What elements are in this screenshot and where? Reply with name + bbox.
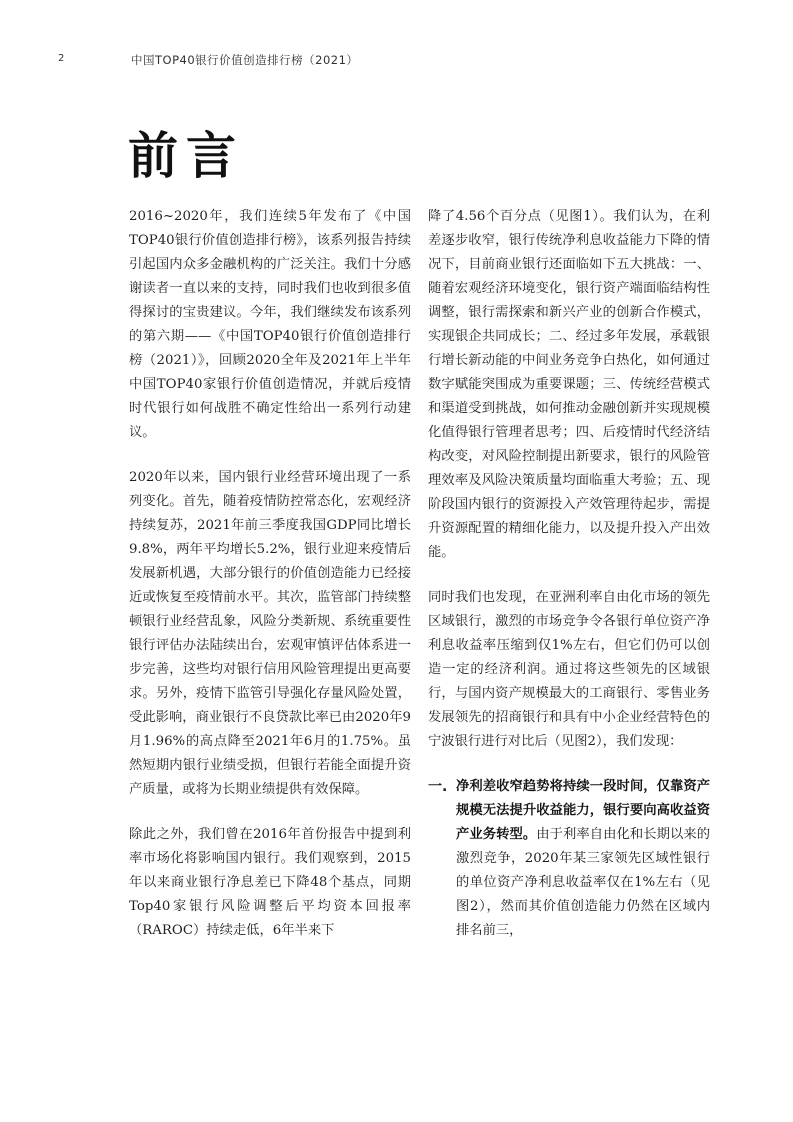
paragraph: 降了4.56个百分点（见图1）。我们认为，在利差逐步收窄，银行传统净利息收益能力下降的情况下，目前商业银行还面临如下五大挑战：一、随着宏观经济环境变化，银行资产端面临结构性调整，银行需探索和新兴产业的创新合作模式，实现银企共同成长；二、经过多年发展，承载银行增长新动能的中间业务竞争白热化，如何通过数字赋能突围成为重要课题；三、传统经营模式和渠道受到挑战，如何推动金融创新并实现规模化值得银行管理者思考；四、后疫情时代经济结构改变，对风险控制提出新要求，银行的风险管理效率及风险决策质量均面临重大考验；五、现阶段国内银行的资源投入产效管理待起步，需提升资源配置的精细化能力，以及提升投入产出效能。 xyxy=(428,209,710,560)
left-column xyxy=(129,205,411,964)
page-number: 2 xyxy=(58,53,65,64)
finding-heading: 净利差收窄趋势将持续一段时间，仅靠资产规模无法提升收益能力，银行要向高收益资产业务转型。 xyxy=(456,779,710,842)
right-column xyxy=(428,205,710,943)
paragraph: 除此之外，我们曾在2016年首份报告中提到利率市场化将影响国内银行。我们观察到，2015年以来商业银行净息差已下降48个基点，同期Top40家银行风险调整后平均资本回报率（RAROC）持续走低，6年半来下 xyxy=(129,827,411,938)
paragraph: 同时我们也发现，在亚洲利率自由化市场的领先区域银行，激烈的市场竞争令各银行单位资产净利息收益率压缩到仅1%左右，但它们仍可以创造一定的经济利润。通过将这些领先的区域银行，与国内资产规模最大的工商银行、零售业务发展领先的招商银行和具有中小企业经营特色的宁波银行进行对比后（见图2），我们发现： xyxy=(428,590,710,749)
finding-marker: 一. xyxy=(428,779,448,795)
finding-item xyxy=(428,775,710,943)
page-title: 前言 xyxy=(128,126,244,185)
finding-body: 由于利率自由化和长期以来的激烈竞争，2020年某三家领先区域性银行的单位资产净利息收益率仅在1%左右（见图2），然而其价值创造能力仍然在区域内排名前三， xyxy=(456,827,710,938)
finding-text xyxy=(456,775,710,943)
paragraph: 2020年以来，国内银行业经营环境出现了一系列变化。首先，随着疫情防控常态化，宏观经济持续复苏，2021年前三季度我国GDP同比增长9.8%，两年平均增长5.2%，银行业迎来疫情后发展新机遇，大部分银行的价值创造能力已经接近或恢复至疫情前水平。其次，监管部门持续整顿银行业经营乱象，风险分类新规、系统重要性银行评估办法陆续出台，宏观审慎评估体系进一步完善，这些均对银行信用风险管理提出更高要求。另外，疫情下监管引导强化存量风险处置，受此影响，商业银行不良贷款比率已由2020年9月1.96%的高点降至2021年6月的1.75%。虽然短期内银行业绩受损，但银行若能全面提升资产质量，或将为长期业绩提供有效保障。 xyxy=(129,470,411,797)
paragraph: 2016~2020年，我们连续5年发布了《中国TOP40银行价值创造排行榜》，该系列报告持续引起国内众多金融机构的广泛关注。我们十分感谢读者一直以来的支持，同时我们也收到很多值得探讨的宝贵建议。今年，我们继续发布该系列的第六期——《中国TOP40银行价值创造排行榜（2021）》，回顾2020全年及2021年上半年中国TOP40家银行价值创造情况，并就后疫情时代银行如何战胜不确定性给出一系列行动建议。 xyxy=(129,209,411,440)
running-header: 中国TOP40银行价值创造排行榜（2021） xyxy=(131,53,359,67)
